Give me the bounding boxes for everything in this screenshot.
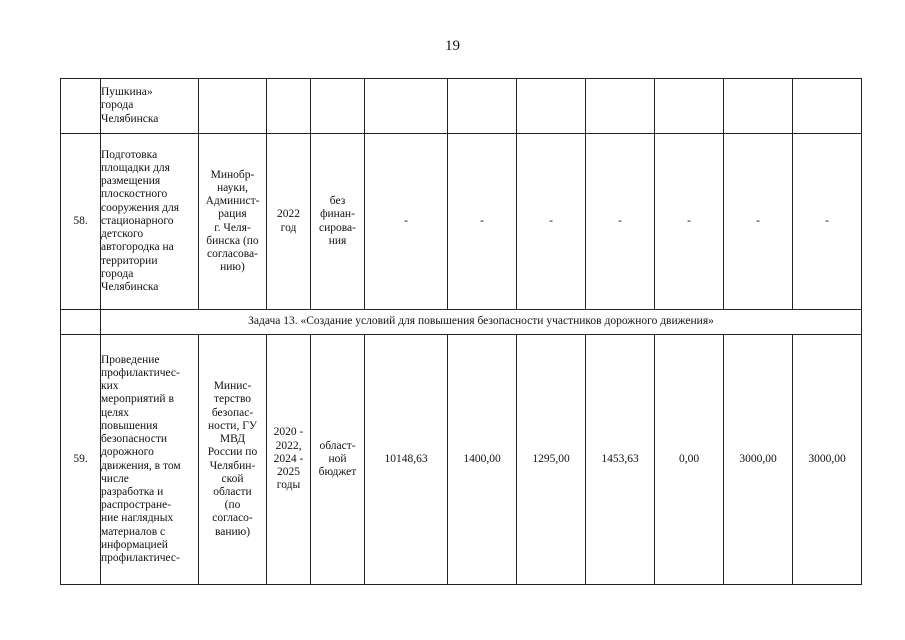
activity-description-line: площадки для	[101, 162, 170, 175]
funding-value: 1400,00	[448, 335, 517, 585]
activity-description	[101, 134, 199, 310]
responsible-executor-line: МВД	[219, 433, 246, 446]
row-number: 58.	[61, 134, 101, 310]
funding-value: -	[793, 134, 862, 310]
funding-value: 1295,00	[517, 335, 586, 585]
funding-source-line: финан-	[320, 208, 355, 221]
table-body	[61, 79, 862, 585]
funding-value	[724, 79, 793, 134]
responsible-executor-line: Минис-	[213, 380, 252, 393]
implementation-period-line: годы	[276, 479, 301, 492]
activity-description-line: движения, в том	[101, 459, 181, 472]
activity-description-line: города	[101, 267, 134, 280]
responsible-executor-line: безопас-	[211, 406, 254, 419]
activity-description-line: безопасности	[101, 433, 168, 446]
funding-value: -	[655, 134, 724, 310]
responsible-executor-line: ской	[221, 472, 244, 485]
funding-source	[311, 134, 365, 310]
task-heading: Задача 13. «Создание условий для повышения безопасности участников дорожного движения»	[101, 310, 862, 335]
responsible-executor-line: России по	[207, 446, 258, 459]
activity-description-line: плоскостного	[101, 188, 168, 201]
responsible-executor-line: области	[213, 485, 252, 498]
funding-source-line: ной	[328, 452, 347, 465]
funding-source-line: без	[329, 195, 346, 208]
activity-description-line: автогородка на	[101, 241, 174, 254]
funding-source	[311, 335, 365, 585]
activity-description-line: информацией	[101, 538, 168, 551]
funding-value	[793, 79, 862, 134]
activity-description-line: профилактичес-	[101, 367, 180, 380]
funding-value	[655, 79, 724, 134]
row-number	[61, 79, 101, 134]
activity-description-line: территории	[101, 254, 158, 267]
funding-value: -	[586, 134, 655, 310]
activity-description-line: профилактичес-	[101, 551, 180, 564]
activity-description-line: дорожного	[101, 446, 154, 459]
funding-value: 1453,63	[586, 335, 655, 585]
responsible-executor-line: терство	[213, 393, 252, 406]
activity-description-line: Подготовка	[101, 148, 158, 161]
activity-description-line: материалов с	[101, 525, 166, 538]
responsible-executor-line: ности, ГУ	[207, 419, 257, 432]
funding-value	[586, 79, 655, 134]
responsible-executor-line: согласова-	[207, 247, 258, 260]
activity-description-line: Проведение	[101, 353, 160, 366]
funding-value: 3000,00	[793, 335, 862, 585]
funding-value: -	[724, 134, 793, 310]
funding-value: -	[365, 134, 448, 310]
activity-description-line: ние наглядных	[101, 512, 174, 525]
implementation-period-line: 2020 -	[273, 426, 304, 439]
funding-value: 0,00	[655, 335, 724, 585]
funding-source	[311, 79, 365, 134]
activity-description-line: целях	[101, 406, 130, 419]
funding-value: -	[517, 134, 586, 310]
activity-description-line: Пушкина»	[101, 86, 153, 99]
responsible-executor	[199, 134, 267, 310]
table-row	[61, 134, 862, 310]
implementation-period-line: 2025	[277, 466, 300, 479]
funding-value	[448, 79, 517, 134]
activity-description-line: повышения	[101, 419, 158, 432]
responsible-executor	[199, 79, 267, 134]
funding-source-line: област-	[319, 439, 356, 452]
table-row	[61, 335, 862, 585]
funding-source-line: ния	[328, 234, 347, 247]
responsible-executor-line: Минобр-	[210, 168, 255, 181]
responsible-executor-line: нию)	[220, 261, 245, 274]
implementation-period	[267, 79, 311, 134]
responsible-executor-line: науки,	[216, 181, 249, 194]
responsible-executor-line: рация	[218, 208, 247, 221]
activity-description-line: Челябинска	[101, 280, 159, 293]
table-row	[61, 79, 862, 134]
implementation-period-line: год	[280, 221, 297, 234]
funding-value: 10148,63	[365, 335, 448, 585]
responsible-executor	[199, 335, 267, 585]
responsible-executor-line: бинска (по	[206, 234, 259, 247]
program-activities-table	[60, 78, 862, 585]
activity-description-line: стационарного	[101, 214, 174, 227]
funding-value	[517, 79, 586, 134]
responsible-executor-line: (по	[224, 499, 241, 512]
funding-value: -	[448, 134, 517, 310]
activity-description-line: мероприятий в	[101, 393, 174, 406]
activity-description-line: города	[101, 99, 134, 112]
funding-value: 3000,00	[724, 335, 793, 585]
row-number: 59.	[61, 335, 101, 585]
responsible-executor-line: Челябин-	[209, 459, 256, 472]
responsible-executor-line: Админист-	[205, 195, 260, 208]
activity-description-line: размещения	[101, 175, 161, 188]
activity-description-line: детского	[101, 228, 144, 241]
activity-description-line: Челябинска	[101, 112, 159, 125]
task-number-cell	[61, 310, 101, 335]
activity-description-line: разработка и	[101, 485, 164, 498]
funding-value	[365, 79, 448, 134]
responsible-executor-line: г. Челя-	[214, 221, 251, 234]
implementation-period-line: 2024 -	[273, 452, 304, 465]
implementation-period	[267, 134, 311, 310]
implementation-period-line: 2022	[277, 208, 300, 221]
activity-description-line: сооружения для	[101, 201, 180, 214]
implementation-period-line: 2022,	[275, 439, 302, 452]
activity-description-line: распростране-	[101, 499, 172, 512]
responsible-executor-line: согласо-	[212, 512, 253, 525]
implementation-period	[267, 335, 311, 585]
page-number: 19	[445, 38, 460, 54]
activity-description	[101, 335, 199, 585]
activity-description	[101, 79, 199, 134]
activity-description-line: числе	[101, 472, 129, 485]
activity-description-line: ких	[101, 380, 119, 393]
funding-source-line: бюджет	[318, 466, 357, 479]
responsible-executor-line: ванию)	[214, 525, 251, 538]
funding-source-line: сирова-	[319, 221, 356, 234]
table-row	[61, 310, 862, 335]
